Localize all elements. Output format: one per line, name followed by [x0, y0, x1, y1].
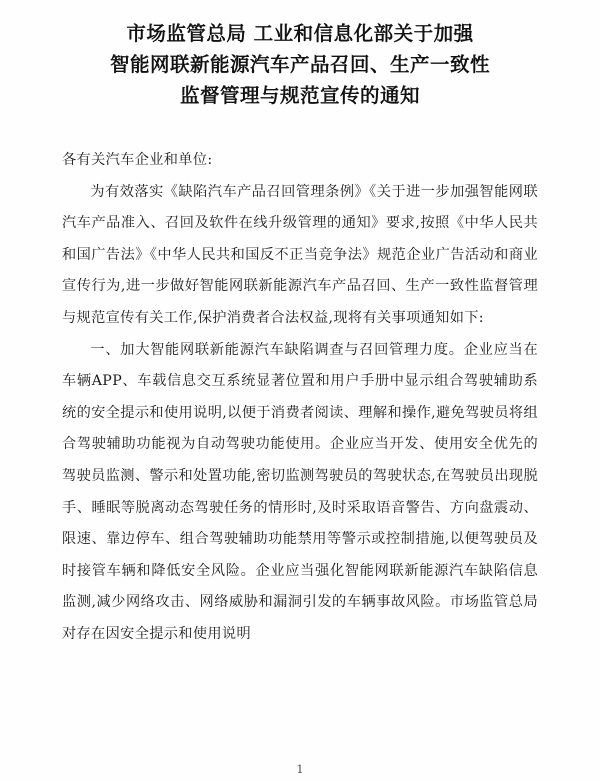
page-title	[62, 18, 538, 111]
paragraph-2: 一、加大智能网联新能源汽车缺陷调查与召回管理力度。企业应当在车辆APP、车载信息交互系统显著位置和用户手册中显示组合驾驶辅助系统的安全提示和使用说明,以便于消费者阅读、理解和操作,避免驾驶员将组合驾驶辅助功能视为自动驾驶功能使用。企业应当开发、使用安全优先的驾驶员监测、警示和处置功能,密切监测驾驶员的驾驶状态,在驾驶员出现脱手、睡眠等脱离动态驾驶任务的情形时,及时采取语音警告、方向盘震动、限速、靠边停车、组合驾驶辅助功能禁用等警示或控制措施,以便驾驶员及时接管车辆和降低安全风险。企业应当强化智能网联新能源汽车缺陷信息监测,减少网络攻击、网络威胁和漏洞引发的车辆事故风险。市场监管总局对存在因安全提示和使用说明	[62, 341, 538, 642]
salutation: 各有关汽车企业和单位:	[62, 152, 213, 168]
title-line-3: 监督管理与规范宣传的通知	[179, 84, 420, 107]
page-number: 1	[296, 763, 304, 776]
title-line-1: 市场监管总局 工业和信息化部关于加强	[126, 22, 474, 45]
title-spacer	[62, 111, 538, 145]
document-body	[62, 145, 538, 651]
paragraph-1: 为有效落实《缺陷汽车产品召回管理条例》《关于进一步加强智能网联汽车产品准入、召回及软件在线升级管理的通知》要求,按照《中华人民共和国广告法》《中华人民共和国反不正当竞争法》规范企业广告活动和商业宣传行为,进一步做好智能网联新能源汽车产品召回、生产一致性监督管理与规范宣传有关工作,保护消费者合法权益,现将有关事项通知如下:	[62, 183, 538, 326]
title-line-2: 智能网联新能源汽车产品召回、生产一致性	[109, 53, 490, 76]
